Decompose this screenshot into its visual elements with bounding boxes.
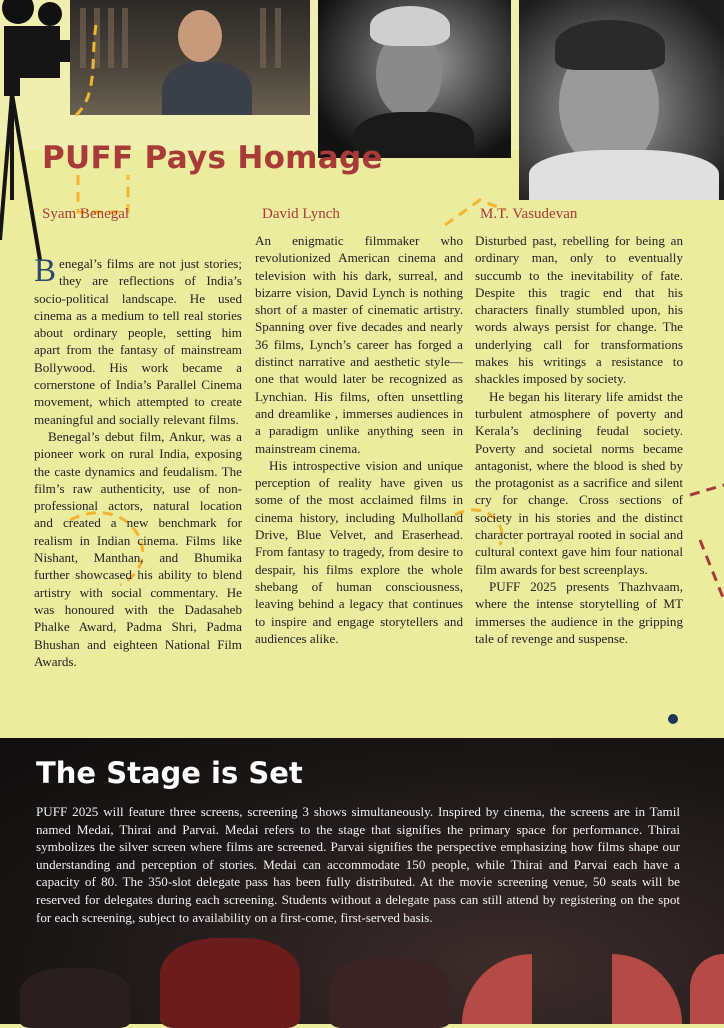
column-body-vasudevan: [475, 232, 683, 647]
column-body-lynch: [255, 232, 463, 647]
paragraph: Disturbed past, rebelling for being an ordinary man, only to eventually succumb to the inevitability of fate. Despite this tragic end that his characters finally stumbled upon, his words always persist for change. The underlying call for transformations makes his writings a resistance to shackles imposed by society.: [475, 233, 683, 387]
paragraph: His introspective vision and unique perception of reality have given us some of the most acclaimed films in cinema history, including Mulholland Drive, Blue Velvet, and Eraserhead. From fantasy to tragedy, from desire to despair, his films explore the whole shebang of human consciousness, leaving behind a legacy that continues to inspire and engage storytellers and audiences alike.: [255, 457, 463, 646]
column-heading-vasudevan: M.T. Vasudevan: [480, 206, 578, 222]
decor-quarter-circle: [690, 954, 724, 1024]
paragraph-text: enegal’s films are not just stories; they are reflections of India’s socio-political landscape. He used cinema as a medium to tell real stories about ordinary people, setting him apart from the fantasy of mainstream Bollywood. His work became a cornerstone of India’s Parallel Cinema movement, which attempted to create meaningful and socially relevant films.: [34, 256, 242, 427]
paragraph: Benegal’s debut film, Ankur, was a pioneer work on rural India, exposing the caste dynamics and feudalism. The film’s raw authenticity, use of non-professional actors, natural location and created a new benchmark for realism in Indian cinema. Films like Nishant, Manthan, and Bhumika further showcased his ability to blend artistry with social commentary. He was honoured with the Dadasaheb Phalke Award, Padma Shri, Padma Bhushan and eighteen National Film Awards.: [34, 428, 242, 669]
paragraph: An enigmatic filmmaker who revolutionized American cinema and television with his dark, surreal, and bizarre vision, David Lynch is nothing short of a master of cinematic artistry. Spanning over five decades and nearly 36 films, Lynch’s career has forged a distinct narrative and aesthetic style—one that would later be recognized as Lynchian. His films, often unsettling and dreamlike , immerses audiences in a paradigm unlike anything seen in mainstream cinema.: [255, 233, 463, 456]
column-body-benegal: [34, 255, 242, 670]
dropcap: B: [34, 253, 57, 289]
page-title: PUFF Pays Homage: [42, 140, 383, 176]
end-dot: [668, 714, 678, 724]
cinema-seat: [330, 958, 450, 1028]
cinema-seat: [160, 938, 300, 1028]
decor-quarter-circle: [462, 954, 532, 1024]
stage-title: The Stage is Set: [36, 756, 303, 790]
paragraph: He began his literary life amidst the turbulent atmosphere of poverty and Kerala’s declining feudal society. Poverty and societal norms became antagonist, where the blood is shed by the protagonist as a sacrifice and silent cry for change. Cross sections of society in his stories and the distinct character portrayal rooted in social and cultural context gave him four national film awards for best screenplays.: [475, 388, 683, 577]
cinema-seat: [20, 968, 130, 1028]
column-heading-lynch: David Lynch: [262, 206, 340, 222]
paragraph: PUFF 2025 presents Thazhvaam, where the intense storytelling of MT immerses the audience in the gripping tale of revenge and suspense.: [475, 578, 683, 646]
decor-quarter-circle: [612, 954, 682, 1024]
stage-text: PUFF 2025 will feature three screens, screening 3 shows simultaneously. Inspired by cinema, the screens are in Tamil named Medai, Thirai and Parvai. Medai refers to the stage that signifies the primary space for performance. Thirai symbolizes the silver screen where films are screened. Parvai signifies the perspective emphasizing how films shape our understanding and perception of stories. Medai can accommodate 150 people, while Thirai and Parvai each have a capacity of 80. The 350-slot delegate pass has been fully distributed. At the movie screening venue, 50 seats will be reserved for delegates during each screening. Students without a delegate pass can still attend by registering on the spot for each screening, subject to availability on a first-come, first-served basis.: [36, 804, 680, 925]
column-heading-benegal: Syam Benegal: [42, 206, 130, 222]
paragraph: [34, 255, 242, 428]
